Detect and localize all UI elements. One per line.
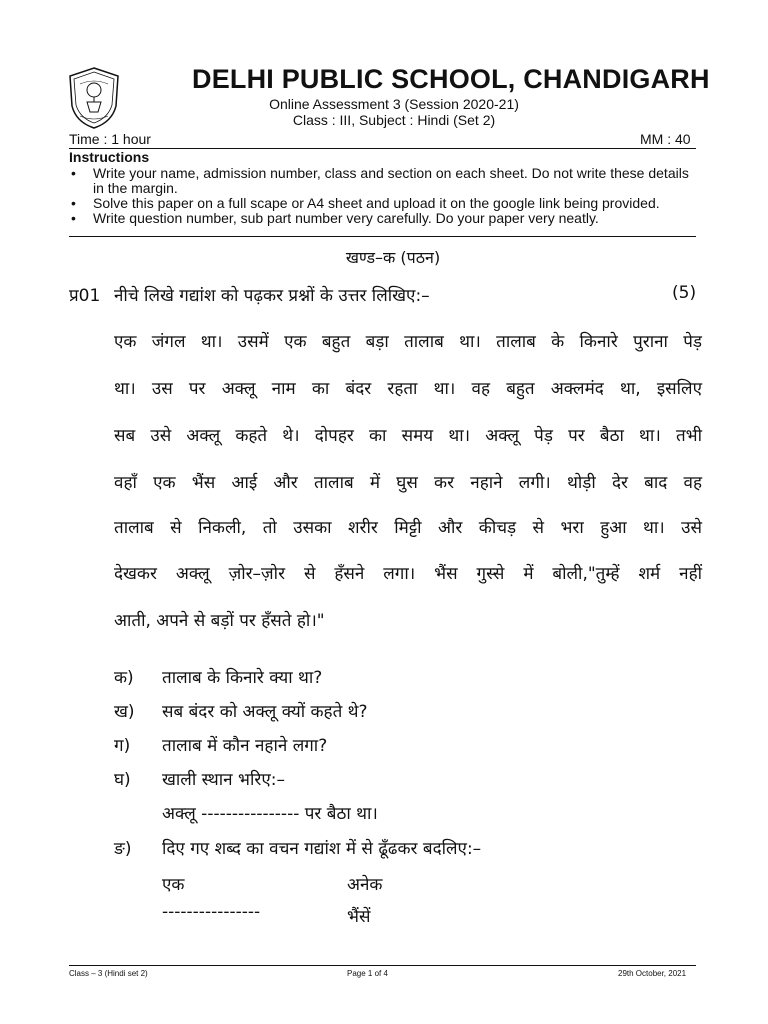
subquestion-label: ख) xyxy=(114,702,135,722)
passage-line: आती, अपने से बड़ों पर हँसते हो।" xyxy=(114,611,325,631)
bullet-icon: • xyxy=(71,195,76,211)
footer-date: 29th October, 2021 xyxy=(618,969,687,978)
section-title: खण्ड–क (पठन) xyxy=(345,248,441,267)
subquestion-text: तालाब के किनारे क्या था? xyxy=(162,668,323,688)
time-label: Time : 1 hour xyxy=(69,131,151,147)
footer-divider xyxy=(69,965,696,966)
passage-line: एक जंगल था। उसमें एक बहुत बड़ा तालाब था। तालाब के किनारे पुराना पेड़ xyxy=(114,332,702,352)
footer-page: Page 1 of 4 xyxy=(347,969,388,978)
fill-blank-line: अक्लू ---------------- पर बैठा था। xyxy=(162,804,378,824)
instruction-item: • Write your name, admission number, class and section on each sheet. Do not write these details in the margin. xyxy=(71,165,689,196)
instructions-list xyxy=(69,166,699,226)
subquestion-label: ङ) xyxy=(114,839,132,859)
passage-line: था। उस पर अक्लू नाम का बंदर रहता था। वह बहुत अक्लमंद था, इसलिए xyxy=(114,379,702,399)
subquestion-text: तालाब में कौन नहाने लगा? xyxy=(162,736,328,756)
subquestion-text: दिए गए शब्द का वचन गद्यांश में से ढूँढकर बदलिए:– xyxy=(162,839,482,859)
subquestion-label: घ) xyxy=(114,770,131,790)
school-name: DELHI PUBLIC SCHOOL, CHANDIGARH xyxy=(192,64,710,94)
passage-line: तालाब से निकली, तो उसका शरीर मिट्टी और कीचड़ से भरा हुआ था। उसे xyxy=(114,518,702,538)
footer-class: Class – 3 (Hindi set 2) xyxy=(69,969,148,978)
passage-line: देखकर अक्लू ज़ोर–ज़ोर से हँसने लगा। भैंस गुस्से में बोली,"तुम्हें शर्म नहीं xyxy=(114,564,702,584)
subquestion-label: क) xyxy=(114,668,134,688)
subquestion-text: खाली स्थान भरिए:– xyxy=(162,770,285,790)
bullet-icon: • xyxy=(71,210,76,226)
max-marks-label: MM : 40 xyxy=(640,131,691,147)
passage-line: सब उसे अक्लू कहते थे। दोपहर का समय था। अक्लू पेड़ पर बैठा था। तभी xyxy=(114,426,702,446)
plural-word: भैंसें xyxy=(347,907,371,927)
bullet-icon: • xyxy=(71,165,76,181)
question-number: प्र01 xyxy=(69,286,101,306)
singular-blank: ---------------- xyxy=(162,902,261,922)
divider xyxy=(69,148,696,149)
plural-header: अनेक xyxy=(347,875,383,895)
subquestion-label: ग) xyxy=(114,736,131,756)
question-text: नीचे लिखे गद्यांश को पढ़कर प्रश्नों के उत्तर लिखिए:– xyxy=(114,286,430,306)
instruction-item: • Write question number, sub part number very carefully. Do your paper very neatly. xyxy=(71,210,599,226)
question-marks: (5) xyxy=(672,283,697,303)
class-subject: Class : III, Subject : Hindi (Set 2) xyxy=(292,112,496,128)
divider xyxy=(69,236,696,237)
instructions-title: Instructions xyxy=(69,149,150,165)
passage-line: वहाँ एक भैंस आई और तालाब में घुस कर नहाने लगी। थोड़ी देर बाद वह xyxy=(114,473,702,493)
assessment-title: Online Assessment 3 (Session 2020-21) xyxy=(269,96,519,112)
singular-header: एक xyxy=(162,875,185,895)
subquestion-text: सब बंदर को अक्लू क्यों कहते थे? xyxy=(162,702,368,722)
instruction-item: • Solve this paper on a full scape or A4 sheet and upload it on the google link being provided. xyxy=(71,195,660,211)
